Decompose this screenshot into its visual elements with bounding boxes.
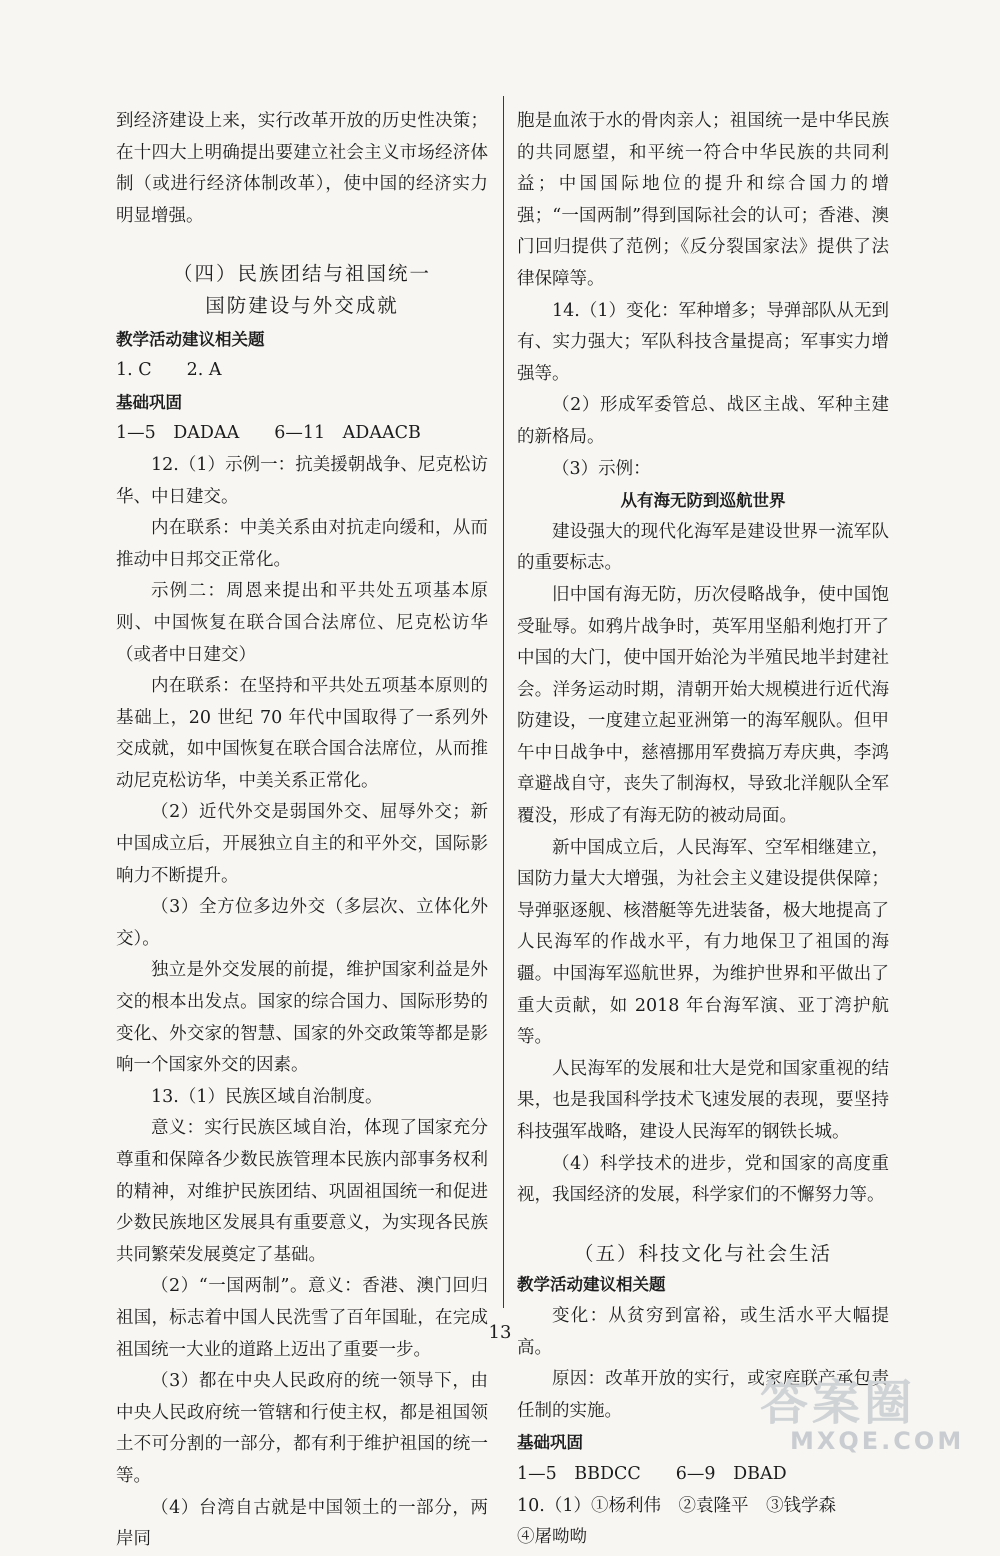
- answer-paragraph: 示例二：周恩来提出和平共处五项基本原则、中国恢复在联合国合法席位、尼克松访华（或者中日建交）: [116, 581, 488, 665]
- answer-paragraph: （3）示例：: [552, 458, 651, 479]
- essay-title: 从有海无防到巡航世界: [620, 491, 786, 511]
- answer-paragraph: （2）形成军委管总、战区主战、军种主建的新格局。: [517, 395, 889, 447]
- answer-paragraph: 13.（1）民族区域自治制度。: [151, 1086, 383, 1107]
- answer-paragraph: 独立是外交发展的前提，维护国家利益是外交的根本出发点。国家的综合国力、国际形势的变化、外交家的智慧、国家的外交政策等都是影响一个国家外交的因素。: [116, 960, 488, 1076]
- essay-paragraph: 新中国成立后，人民海军、空军相继建立，国防力量大大增强，为社会主义建设提供保障；导弹驱逐舰、核潜艇等先进装备，极大地提高了人民海军的作战水平，有力地保卫了祖国的海疆。中国海军巡航世界，为维护世界和平做出了重大贡献，如 2018 年台海军演、亚丁湾护航等。: [517, 837, 889, 1048]
- answer-paragraph: 变化：从贫穷到富裕，或生活水平大幅提高。: [517, 1305, 889, 1358]
- subheading-basic: 基础巩固: [517, 1433, 583, 1453]
- answer-paragraph: 14.（1）变化：军种增多；导弹部队从无到有、实力强大；军队科技含量提高；军事实力增强等。: [517, 300, 889, 384]
- answer-line: 1—5 DADAA 6—11 ADAACB: [116, 423, 421, 444]
- answer-paragraph: （3）全方位多边外交（多层次、立体化外交）。: [116, 897, 488, 949]
- answer-paragraph: （2）“一国两制”。意义：香港、澳门回归祖国，标志着中国人民洗雪了百年国耻，在完成祖国统一大业的道路上迈出了重要一步。: [116, 1276, 488, 1360]
- answer-paragraph: 12.（1）示例一：抗美援朝战争、尼克松访华、中日建交。: [116, 454, 488, 507]
- column-divider: [503, 96, 504, 1308]
- essay-paragraph: 人民海军的发展和壮大是党和国家重视的结果，也是我国科学技术飞速发展的表现，要坚持科技强军战略，建设人民海军的钢铁长城。: [517, 1058, 889, 1142]
- page-number: 13: [488, 1322, 512, 1343]
- answer-paragraph: 意义：实行民族区域自治，体现了国家充分尊重和保障各少数民族管理本民族内部事务权利的精神，对维护民族团结、巩固祖国统一和促进少数民族地区发展具有重要意义，为实现各民族共同繁荣发展奠定了基础。: [116, 1118, 488, 1265]
- answer-line: 1. C 2. A: [116, 360, 222, 381]
- answer-paragraph: 内在联系：在坚持和平共处五项基本原则的基础上，20 世纪 70 年代中国取得了一系列外交成就，如中国恢复在联合国合法席位，从而推动尼克松访华，中美关系正常化。: [116, 676, 488, 791]
- answer-paragraph: （4）台湾自古就是中国领土的一部分，两岸同: [116, 1497, 488, 1550]
- subheading-basic: 基础巩固: [116, 392, 182, 412]
- paragraph: 胞是血浓于水的骨肉亲人；祖国统一是中华民族的共同愿望，和平统一符合中华民族的共同利益；中国国际地位的提升和综合国力的增强；“一国两制”得到国际社会的认可；香港、澳门回归提供了范例；《反分裂国家法》提供了法律保障等。: [517, 111, 889, 289]
- subheading-teaching: 教学活动建议相关题: [517, 1275, 666, 1295]
- subheading-teaching: 教学活动建议相关题: [116, 329, 265, 349]
- watermark-logo: [760, 1375, 970, 1458]
- section-title: （五）科技文化与社会生活: [573, 1241, 832, 1265]
- answer-paragraph: 内在联系：中美关系由对抗走向缓和，从而推动中日邦交正常化。: [116, 518, 488, 570]
- answer-line: ④屠呦呦: [517, 1527, 587, 1548]
- answer-paragraph: （4）科学技术的进步，党和国家的高度重视，我国经济的发展，科学家们的不懈努力等。: [517, 1153, 889, 1206]
- answer-paragraph: 原因：改革开放的实行，或家庭联产承包责任制的实施。: [517, 1369, 889, 1421]
- section-title: （四）民族团结与祖国统一: [172, 262, 431, 286]
- watermark-text: 答案圈: [760, 1375, 917, 1431]
- answer-paragraph: （2）近代外交是弱国外交、屈辱外交；新中国成立后，开展独立自主的和平外交，国际影响力不断提升。: [116, 802, 488, 886]
- essay-paragraph: 旧中国有海无防，历次侵略战争，使中国饱受耻辱。如鸦片战争时，英军用坚船利炮打开了中国的大门，使中国开始沦为半殖民地半封建社会。洋务运动时期，清朝开始大规模进行近代海防建设，一度建立起亚洲第一的海军舰队。但甲午中日战争中，慈禧挪用军费搞万寿庆典，李鸿章避战自守，丧失了制海权，导致北洋舰队全军覆没，形成了有海无防的被动局面。: [517, 584, 889, 827]
- essay-paragraph: 建设强大的现代化海军是建设世界一流军队的重要标志。: [517, 521, 889, 574]
- section-subtitle: 国防建设与外交成就: [205, 293, 399, 317]
- answer-line: 10.（1）①杨利伟 ②袁隆平 ③钱学森: [517, 1495, 836, 1516]
- answer-line: 1—5 BBDCC 6—9 DBAD: [517, 1463, 787, 1484]
- answer-paragraph: （3）都在中央人民政府的统一领导下，由中央人民政府统一管辖和行使主权，都是祖国领土不可分割的一部分，都有利于维护祖国的统一等。: [116, 1371, 488, 1486]
- watermark-url: MXQE.COM: [790, 1427, 965, 1455]
- paragraph: 到经济建设上来，实行改革开放的历史性决策；在十四大上明确提出要建立社会主义市场经济体制（或进行经济体制改革），使中国的经济实力明显增强。: [116, 111, 488, 226]
